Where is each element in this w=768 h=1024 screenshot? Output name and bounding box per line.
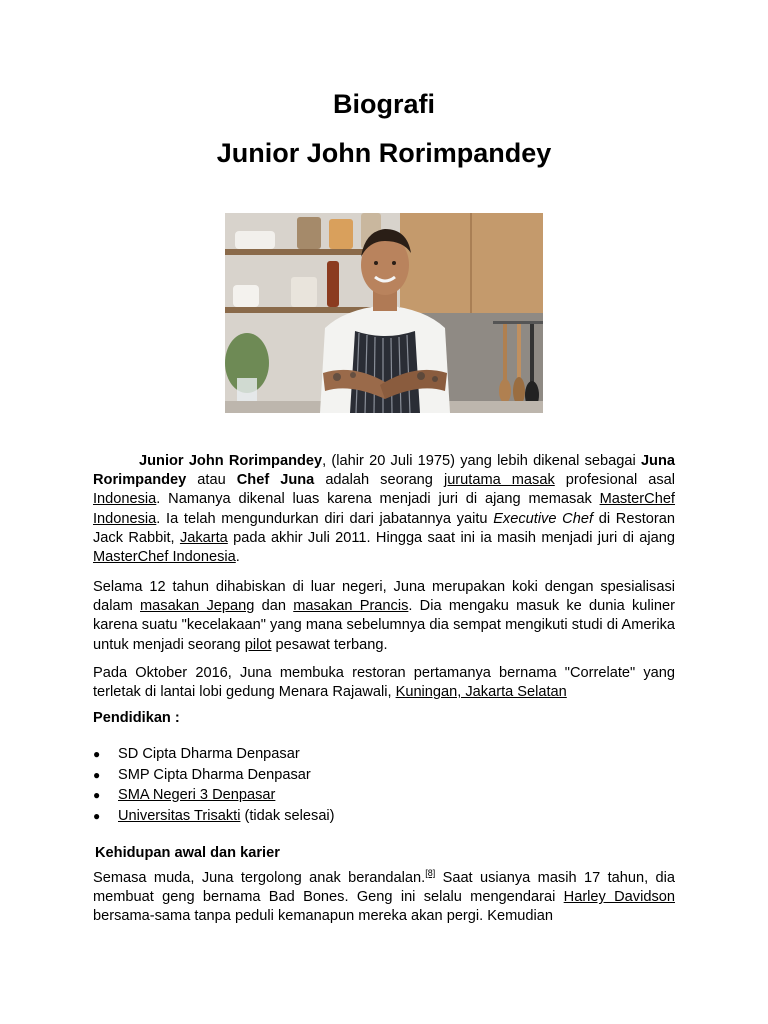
list-item bbox=[93, 806, 653, 827]
link-jakarta[interactable]: Jakarta bbox=[179, 529, 228, 546]
text-segment: , (lahir 20 Juli 1975) yang lebih dikenal sebagai bbox=[322, 453, 641, 469]
bullet-icon: ● bbox=[93, 808, 101, 823]
link-jurutama-masak[interactable]: jurutama masak bbox=[443, 472, 555, 489]
juna-bold: Juna Rorimpandey bbox=[93, 453, 675, 489]
chef-photo-illustration bbox=[225, 213, 543, 413]
list-item-text: SMP Cipta Dharma Denpasar bbox=[118, 766, 311, 783]
early-life-paragraph bbox=[93, 869, 675, 927]
list-item-suffix: (tidak selesai) bbox=[240, 807, 335, 824]
text-segment: . bbox=[235, 549, 240, 566]
bullet-icon: ● bbox=[93, 747, 101, 761]
list-item bbox=[93, 765, 653, 786]
link-masakan-prancis[interactable]: masakan Prancis bbox=[293, 598, 409, 615]
text-segment: adalah seorang bbox=[314, 472, 444, 489]
link-harley-davidson[interactable]: Harley Davidson bbox=[563, 889, 675, 906]
text-segment: Selama 12 tahun dihabiskan di luar negeri, Juna merupakan koki dengan spesialisasi dalam bbox=[93, 579, 675, 615]
text-segment: Saat usianya masih 17 tahun, dia membuat geng bernama Bad Bones. Geng ini selalu mengendarai bbox=[93, 870, 675, 906]
chef-photo bbox=[225, 213, 543, 413]
chef-bold: Chef Juna bbox=[236, 472, 315, 489]
text-segment: bersama-sama tanpa peduli kemanapun mereka akan pergi. Kemudian bbox=[93, 908, 553, 925]
link-pilot[interactable]: pilot bbox=[244, 636, 272, 653]
career-overview-paragraph bbox=[93, 578, 675, 655]
link-masterchef-indonesia[interactable]: MasterChef Indonesia bbox=[93, 491, 675, 527]
text-segment: . Namanya dikenal luas karena menjadi juri di ajang memasak bbox=[156, 491, 600, 508]
text-segment: pada akhir Juli 2011. Hingga saat ini ia masih menjadi juri di ajang bbox=[227, 529, 676, 546]
link-indonesia[interactable]: Indonesia bbox=[93, 491, 157, 508]
link-sma-negeri-3[interactable]: SMA Negeri 3 Denpasar bbox=[118, 787, 276, 803]
bullet-icon: ● bbox=[93, 788, 101, 802]
link-masakan-jepang[interactable]: masakan Jepang bbox=[140, 598, 255, 615]
link-masterchef-indonesia-2[interactable]: MasterChef Indonesia bbox=[93, 549, 236, 566]
list-item bbox=[93, 785, 653, 806]
text-segment: dan bbox=[254, 598, 294, 615]
reference-link[interactable]: [8] bbox=[425, 868, 436, 878]
text-segment: Pada Oktober 2016, Juna membuka restoran pertamanya bernama "Correlate" yang terletak di lantai lobi gedung Menara Rajawali, bbox=[93, 665, 675, 701]
text-segment: profesional asal bbox=[554, 472, 676, 489]
text-segment: . Ia telah mengundurkan diri dari jabatannya yaitu bbox=[156, 510, 494, 527]
education-heading: Pendidikan : bbox=[93, 710, 180, 726]
text-segment: . Dia mengaku masuk ke dunia kuliner karena suatu "kecelakaan" yang mana sebelumnya dia sempat mengikuti studi di Amerika untuk menjadi seorang bbox=[93, 598, 675, 653]
career-heading: Kehidupan awal dan karier bbox=[95, 845, 280, 861]
text-segment: di Restoran Jack Rabbit, bbox=[93, 510, 676, 546]
page-title: Biografi bbox=[332, 89, 435, 119]
text-segment: atau bbox=[186, 472, 237, 489]
link-kuningan-jakarta-selatan[interactable]: Kuningan, Jakarta Selatan bbox=[395, 684, 567, 701]
name-bold: Junior John Rorimpandey bbox=[139, 453, 323, 469]
executive-chef-italic: Executive Chef bbox=[493, 510, 594, 527]
text-segment: pesawat terbang. bbox=[271, 636, 388, 653]
restaurant-paragraph bbox=[93, 664, 675, 702]
page-subtitle: Junior John Rorimpandey bbox=[216, 138, 552, 168]
list-item bbox=[93, 744, 653, 765]
intro-paragraph bbox=[93, 452, 675, 567]
education-list bbox=[93, 744, 653, 826]
text-segment: Semasa muda, Juna tergolong anak berandalan. bbox=[93, 870, 426, 886]
bullet-icon: ● bbox=[93, 767, 101, 782]
list-item-text: SD Cipta Dharma Denpasar bbox=[118, 746, 300, 762]
link-universitas-trisakti[interactable]: Universitas Trisakti bbox=[118, 807, 241, 824]
